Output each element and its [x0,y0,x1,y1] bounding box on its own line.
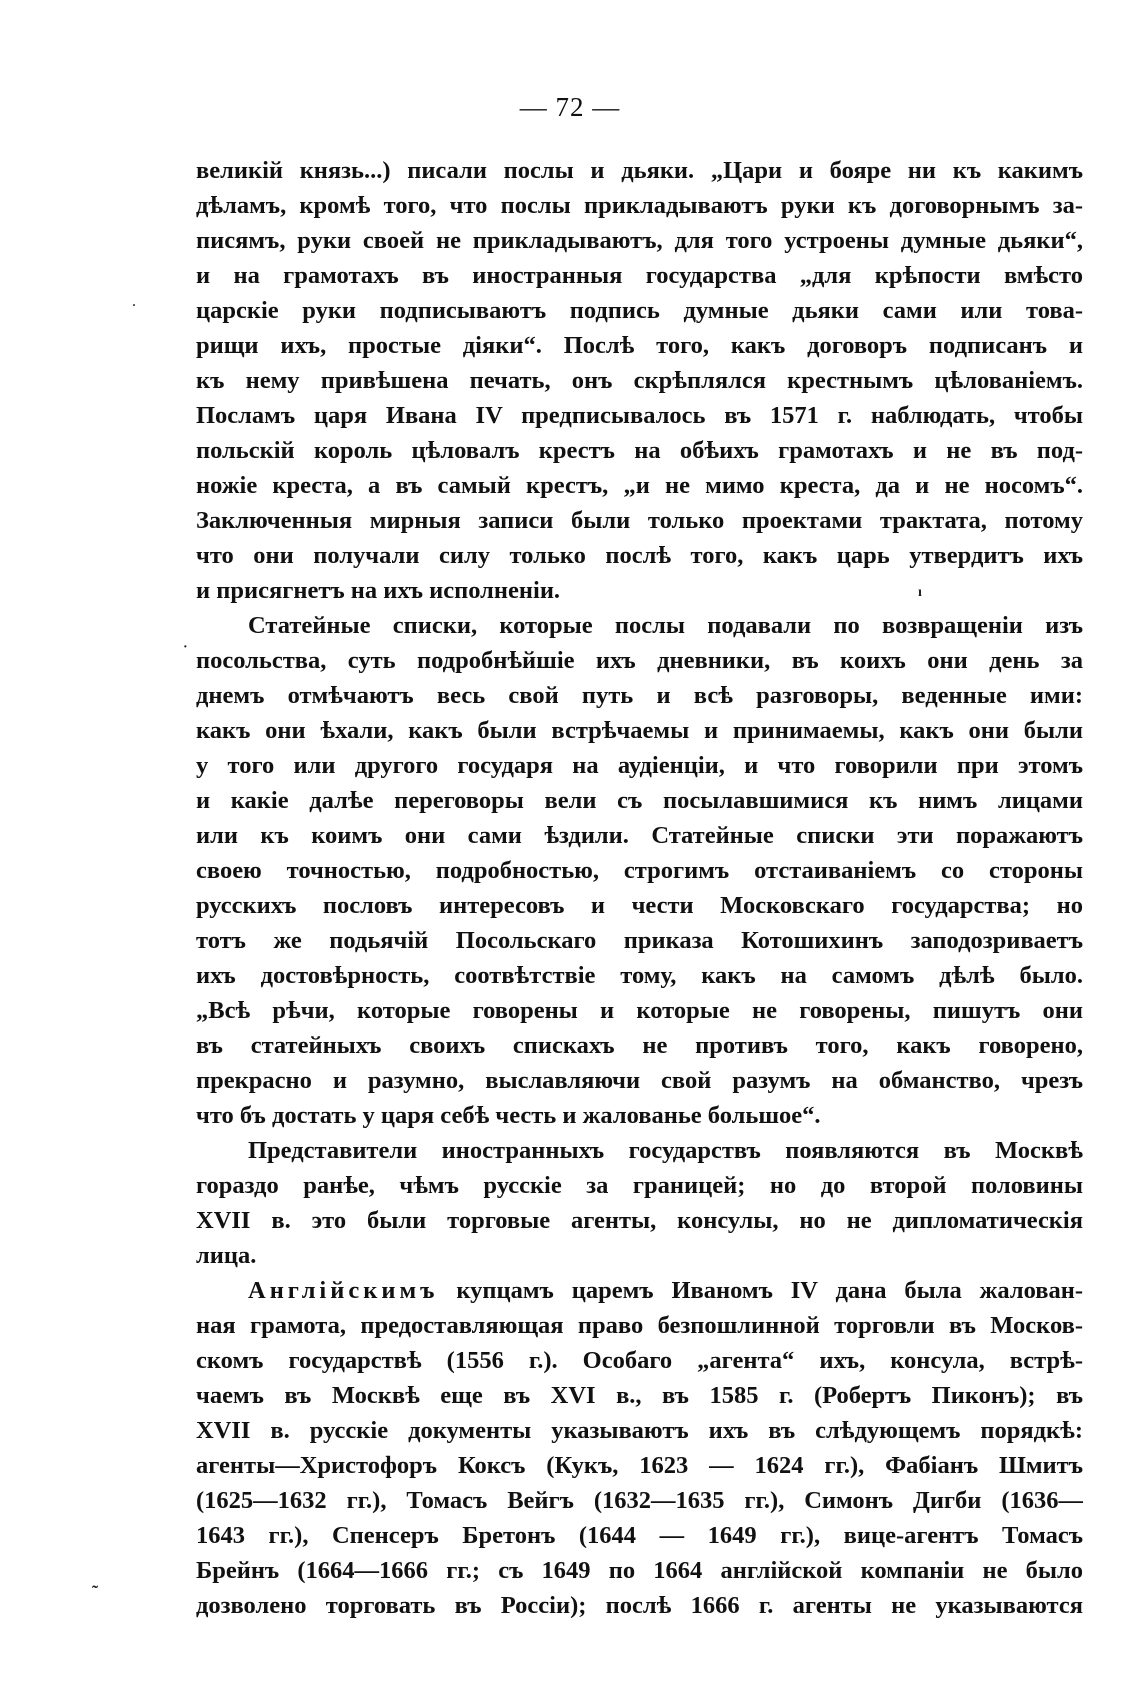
text-line: ихъ достовѣрность, соотвѣтствіе тому, какъ на самомъ дѣлѣ было. [196,962,1083,989]
text-line: Заключенныя мирныя записи были только проектами трактата, потому [196,507,1083,534]
print-speck: ı [918,585,922,600]
page-number: — 72 — [519,92,621,122]
body-text [196,153,1083,1623]
text-line: и присягнетъ на ихъ исполненіи. [196,577,561,604]
text-line: Брейнъ (1664—1666 гг.; съ 1649 по 1664 англійской компаніи не было [196,1557,1083,1584]
text-line: у того или другого государя на аудіенціи, и что говорили при этомъ [196,752,1083,779]
text-line: „Всѣ рѣчи, которые говорены и которые не говорены, пишутъ они [196,997,1083,1024]
corner-mark: ˜ [92,1582,98,1602]
text-line: XVII в. русскіе документы указываютъ ихъ въ слѣдующемъ порядкѣ: [196,1417,1083,1444]
text-line: и на грамотахъ въ иностранныя государства „для крѣпости вмѣсто [196,262,1083,289]
text-line: дѣламъ, кромѣ того, что послы прикладываютъ руки къ договорнымъ за- [196,192,1083,219]
text-line: рищи ихъ, простые діяки“. Послѣ того, какъ договоръ подписанъ и [196,332,1083,359]
text-line: что они получали силу только послѣ того, какъ царь утвердитъ ихъ [196,542,1083,569]
text-line: (1625—1632 гг.), Томасъ Вейгъ (1632—1635 гг.), Симонъ Дигби (1636— [196,1487,1083,1514]
text-line: скомъ государствѣ (1556 г.). Особаго „агента“ ихъ, консула, встрѣ- [196,1347,1083,1374]
text-line: Статейные списки, которые послы подавали по возвращеніи изъ [248,612,1083,639]
text-line: ная грамота, предоставляющая право безпошлинной торговли въ Москов- [196,1312,1083,1339]
text-line: Представители иностранныхъ государствъ появляются въ Москвѣ [248,1137,1083,1164]
text-line: или къ коимъ они сами ѣздили. Статейные списки эти поражаютъ [196,822,1083,849]
text-line: ножіе креста, а въ самый крестъ, „и не мимо креста, да и не носомъ“. [196,472,1083,499]
text-line: лица. [196,1242,257,1269]
text-line: XVII в. это были торговые агенты, консулы, но не дипломатическія [196,1207,1083,1234]
text-line-rest: купцамъ царемъ Иваномъ IV дана была жалован- [438,1277,1083,1304]
text-line: посольства, суть подробнѣйшіе ихъ дневники, въ коихъ они день за [196,647,1083,674]
text-line: гораздо ранѣе, чѣмъ русскіе за границей; но до второй половины [196,1172,1083,1199]
text-line: агенты—Христофоръ Коксъ (Кукъ, 1623 — 1624 гг.), Фабіанъ Шмитъ [196,1452,1083,1479]
text-line: великій князь...) писали послы и дьяки. „Цари и бояре ни къ какимъ [196,157,1083,184]
text-line: дозволено торговать въ Россіи); послѣ 1666 г. агенты не указываются [196,1592,1083,1619]
text-line: чаемъ въ Москвѣ еще въ XVI в., въ 1585 г. (Робертъ Пиконъ); въ [196,1382,1083,1409]
text-line: 1643 гг.), Спенсеръ Бретонъ (1644 — 1649 гг.), вице-агентъ Томасъ [196,1522,1083,1549]
text-line-spaced-start [196,1273,1083,1308]
spaced-word: Англійскимъ [248,1277,439,1304]
text-line: тотъ же подьячій Посольскаго приказа Котошихинъ заподозриваетъ [196,927,1083,954]
margin-speck: · [183,640,188,655]
text-line: Посламъ царя Ивана IV предписывалось въ 1571 г. наблюдать, чтобы [196,402,1083,429]
text-line: своею точностью, подробностью, строгимъ отстаиваніемъ со стороны [196,857,1083,884]
text-line: царскіе руки подписываютъ подпись думные дьяки сами или това- [196,297,1083,324]
text-line: писямъ, руки своей не прикладываютъ, для того устроены думные дьяки“, [196,227,1083,254]
text-line: какъ они ѣхали, какъ были встрѣчаемы и принимаемы, какъ они были [196,717,1083,744]
text-line: къ нему привѣшена печать, онъ скрѣплялся крестнымъ цѣлованіемъ. [196,367,1083,394]
text-line: въ статейныхъ своихъ спискахъ не противъ того, какъ говорено, [196,1032,1083,1059]
text-line: русскихъ пословъ интересовъ и чести Московскаго государства; но [196,892,1083,919]
text-line: что бъ достать у царя себѣ честь и жалованье большое“. [196,1102,821,1129]
margin-speck: · [132,298,137,312]
text-line: польскій король цѣловалъ крестъ на обѣихъ грамотахъ и не въ под- [196,437,1083,464]
text-line: и какіе далѣе переговоры вели съ посылавшимися къ нимъ лицами [196,787,1083,814]
text-line: прекрасно и разумно, выславляючи свой разумъ на обманство, чрезъ [196,1067,1083,1094]
text-line: днемъ отмѣчаютъ весь свой путь и всѣ разговоры, веденные ими: [196,682,1083,709]
